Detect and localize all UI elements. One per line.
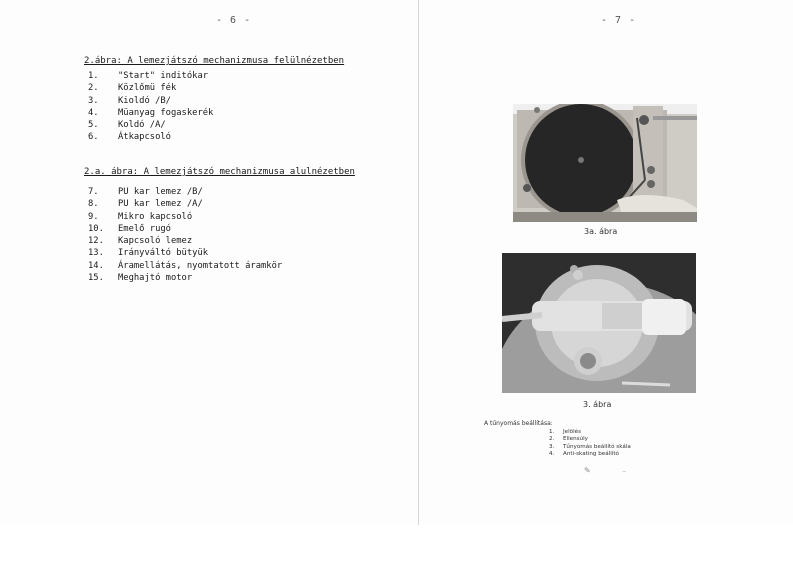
list-item: 7. PU kar lemez /B/ — [88, 187, 203, 197]
list-item: 15. Meghajtó motor — [88, 273, 193, 284]
list-item: 4. Müanyag fogaskerék — [88, 107, 214, 118]
legend-item: 3. Tűnyomás beállító skála — [549, 443, 631, 450]
list-item: 6. Átkapcsoló — [88, 132, 171, 143]
legend-list — [549, 429, 631, 459]
legend-item: 2. Ellensúly — [549, 436, 588, 443]
left-page — [0, 0, 419, 525]
section1-heading: 2.ábra: A lemezjátszó mechanizmusa felülnézetben — [84, 56, 345, 66]
list-item: 8. PU kar lemez /A/ — [88, 199, 203, 210]
page-number-right: - 7 - — [601, 15, 637, 26]
list-item: 3. Kioldó /B/ — [88, 95, 171, 106]
page-number-left: - 6 - — [216, 15, 252, 26]
section1-list — [88, 70, 213, 144]
list-item: 12. Kapcsoló lemez — [88, 236, 193, 247]
tonearm-illustration — [502, 253, 696, 393]
list-item: 1. "Start" inditókar — [88, 71, 209, 81]
list-item: 14. Áramellátás, nyomtatott áramkör — [88, 260, 283, 271]
list-item: 5. Koldó /A/ — [88, 120, 166, 131]
section2-heading: 2.a. ábra: A lemezjátszó mechanizmusa alulnézetben — [84, 167, 355, 177]
figure-3-caption: 3. ábra — [583, 400, 612, 409]
legend-item: 4. Anti-skating beállító — [549, 451, 619, 458]
section2-list — [88, 186, 282, 284]
figure-3a-caption: 3a. ábra — [584, 227, 618, 236]
turntable-illustration — [513, 104, 697, 222]
turntable-photo-3a — [513, 104, 697, 222]
list-item: 2. Közlőmü fék — [88, 83, 177, 94]
list-item: 10. Emelő rugó — [88, 223, 171, 234]
ink-speck: ⁻ — [622, 468, 627, 477]
legend-item: 1. Jelölés — [549, 429, 581, 435]
legend-title: A tűnyomás beállítása: — [484, 420, 553, 427]
tonearm-photo-3 — [502, 253, 696, 393]
list-item: 13. Irányváltó bütyük — [88, 248, 209, 259]
ink-speck: ✎ — [584, 466, 591, 475]
list-item: 9. Mikro kapcsoló — [88, 211, 193, 222]
